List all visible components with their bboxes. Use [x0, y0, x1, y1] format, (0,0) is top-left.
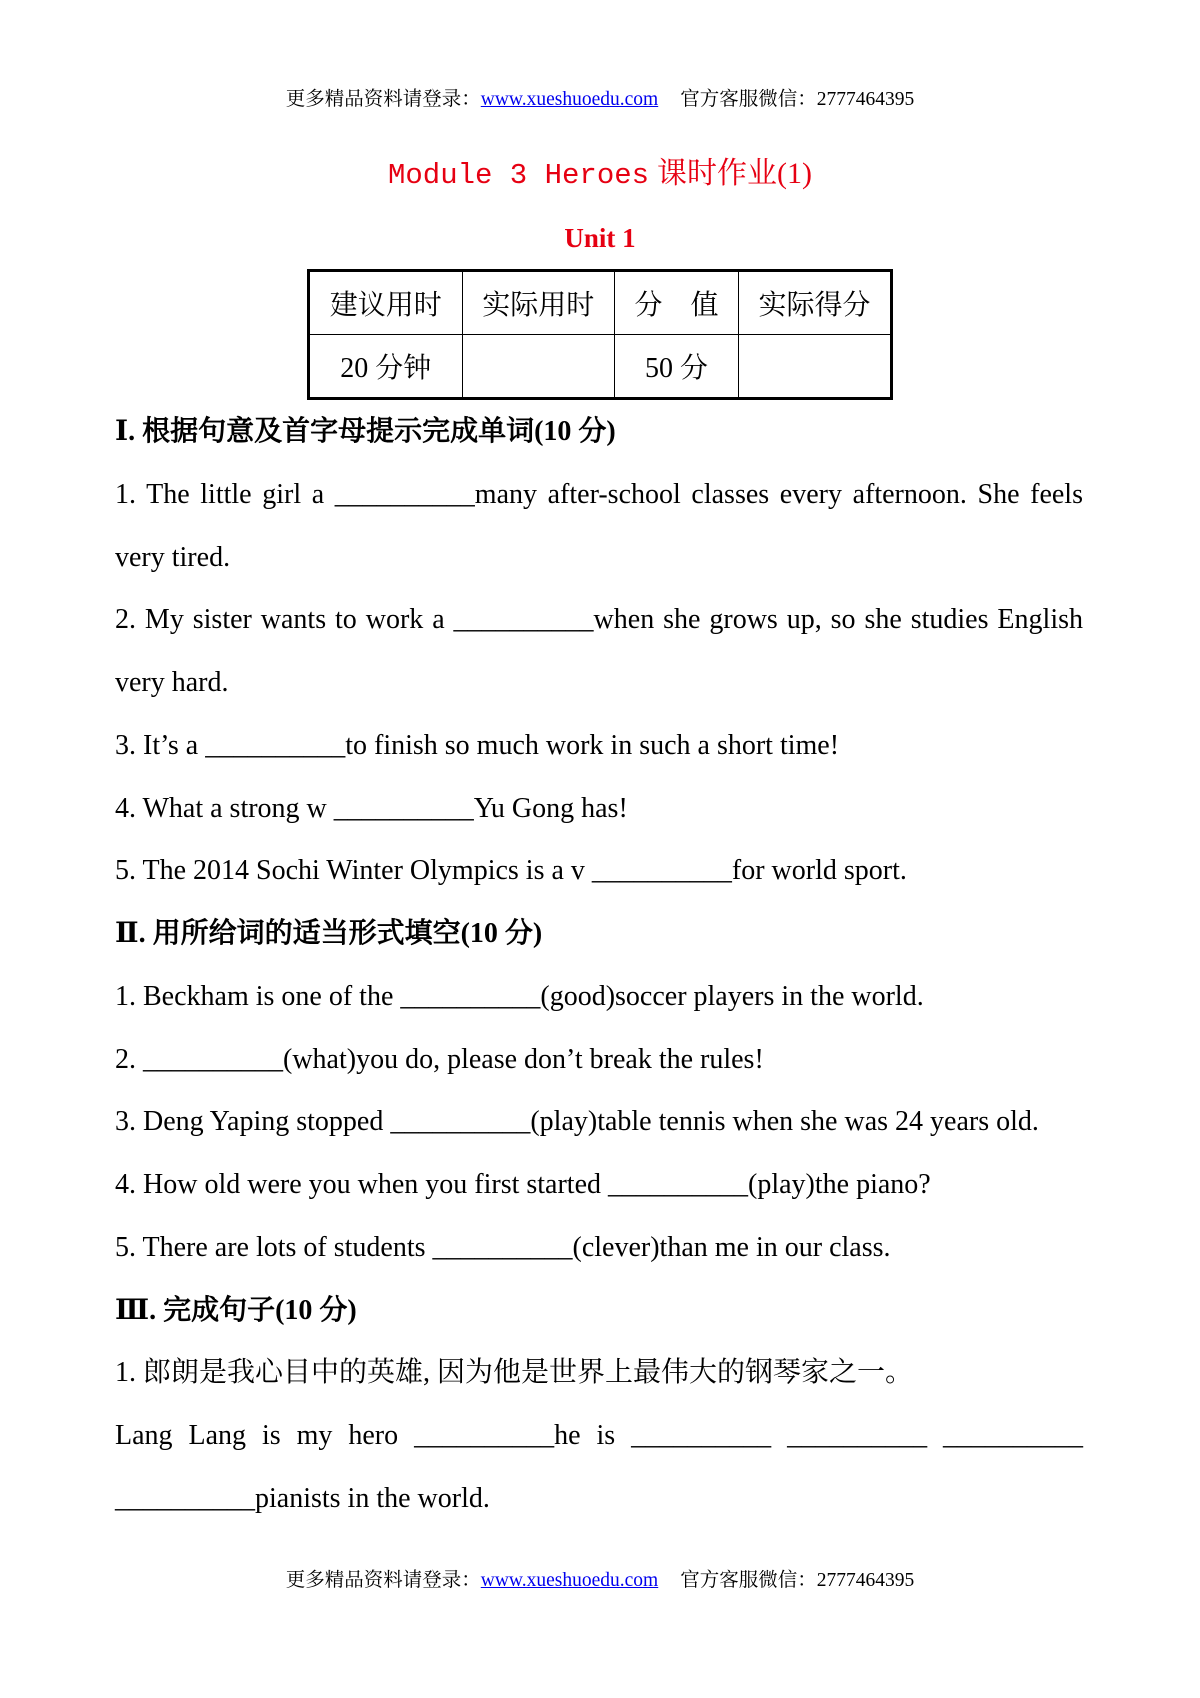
- answer-blank: __________: [453, 604, 594, 636]
- actual-score-cell: [739, 335, 892, 399]
- score-table-value-row: [309, 335, 892, 399]
- page-header: [0, 86, 1200, 113]
- answer-blank: __________: [390, 1106, 531, 1138]
- section-1-question-4: [115, 778, 1083, 841]
- section-1-question-1-continued: very tired.: [115, 541, 231, 573]
- question-text: 4. How old were you when you first started: [115, 1169, 609, 1200]
- header-site-link[interactable]: www.xueshuoedu.com: [480, 89, 659, 110]
- suggested-time-value: 20 分钟: [309, 335, 463, 399]
- question-text: to finish so much work in such a short time!: [345, 729, 840, 761]
- header-wechat-text: 官方客服微信：2777464395: [680, 89, 915, 110]
- answer-blank: __________: [334, 478, 475, 510]
- question-text: 1. The little girl a: [115, 478, 335, 510]
- question-text: when she grows up, so she studies English: [593, 604, 1083, 636]
- question-text: 5. There are lots of students: [115, 1231, 433, 1263]
- answer-blank: __________: [414, 1420, 555, 1451]
- footer-site-link[interactable]: www.xueshuoedu.com: [480, 1570, 659, 1591]
- question-text: (play)table tennis when she was 24 years old.: [530, 1106, 1039, 1138]
- answer-blank: __________: [608, 1169, 749, 1200]
- points-header: 分 值: [615, 271, 739, 335]
- answer-blank: __________: [591, 855, 732, 887]
- question-text: Lang Lang is my hero: [115, 1420, 415, 1451]
- section-2-heading: Ⅱ. 用所给词的适当形式填空(10 分): [115, 918, 543, 949]
- question-text: (what)you do, please don’t break the rules!: [283, 1043, 764, 1075]
- section-3-question-1-english: [115, 1405, 1083, 1468]
- section-2-question-5: [115, 1217, 1083, 1280]
- section-2-question-3: [115, 1091, 1083, 1154]
- question-text: pianists in the world.: [255, 1482, 490, 1514]
- title-module-name: Module 3 Heroes: [387, 159, 650, 192]
- section-3-question-1-chinese: 1. 郎朗是我心目中的英雄, 因为他是世界上最伟大的钢琴家之一。: [115, 1357, 914, 1389]
- score-table: [307, 269, 893, 400]
- answer-blank: __________: [143, 1043, 283, 1075]
- points-value: 50 分: [615, 335, 739, 399]
- answer-blank: __________: [333, 792, 474, 824]
- question-text: 5. The 2014 Sochi Winter Olympics is a v: [115, 855, 592, 887]
- section-2-question-4: [115, 1154, 1083, 1217]
- section-2-question-2: [115, 1029, 1083, 1092]
- section-3-question-1-english-continued: [115, 1468, 1083, 1531]
- question-text: Yu Gong has!: [473, 792, 628, 824]
- footer-login-text: 更多精品资料请登录：: [285, 1570, 481, 1591]
- question-text: for world sport.: [731, 855, 907, 887]
- section-2-question-1: [115, 966, 1083, 1029]
- question-text: 1. Beckham is one of the: [115, 980, 401, 1012]
- answer-blank: __________: [115, 1482, 255, 1514]
- actual-score-header: 实际得分: [739, 271, 892, 335]
- answer-blank: __________: [205, 729, 346, 761]
- section-1-question-5: [115, 840, 1083, 903]
- question-text: 2.: [115, 1043, 143, 1075]
- section-3-heading: Ⅲ. 完成句子(10 分): [115, 1294, 357, 1326]
- answer-blank: __________: [400, 980, 541, 1012]
- answer-blank: __________: [631, 1420, 772, 1451]
- score-table-header-row: [309, 271, 892, 335]
- question-text: 4. What a strong w: [115, 792, 334, 824]
- section-1-heading: Ⅰ. 根据句意及首字母提示完成单词(10 分): [115, 416, 616, 447]
- answer-blank: __________: [432, 1231, 573, 1263]
- question-text: he is: [554, 1420, 632, 1451]
- answer-blank: __________: [787, 1420, 928, 1451]
- worksheet-title: [0, 155, 1200, 198]
- question-text: (good)soccer players in the world.: [540, 980, 924, 1012]
- title-suffix: 课时作业(1): [657, 157, 813, 190]
- question-text: 3. Deng Yaping stopped: [115, 1106, 391, 1138]
- suggested-time-header: 建议用时: [309, 271, 463, 335]
- unit-title: Unit 1: [564, 223, 636, 253]
- section-1-question-2-continued: very hard.: [115, 667, 229, 698]
- question-text: (clever)than me in our class.: [572, 1231, 891, 1263]
- question-text: 2. My sister wants to work a: [115, 604, 454, 636]
- actual-time-header: 实际用时: [462, 271, 615, 335]
- exercise-content: [115, 401, 1083, 1531]
- header-login-text: 更多精品资料请登录：: [285, 89, 481, 110]
- answer-blank: __________: [943, 1420, 1084, 1451]
- section-1-question-2: [115, 589, 1083, 652]
- section-1-question-1: [115, 464, 1083, 527]
- section-1-question-3: [115, 715, 1083, 778]
- page-footer: [0, 1567, 1200, 1594]
- footer-wechat-text: 官方客服微信：2777464395: [680, 1570, 915, 1591]
- question-text: (play)the piano?: [748, 1169, 931, 1200]
- question-text: many after-school classes every afternoon. She feels: [474, 478, 1083, 510]
- question-text: 3. It’s a: [115, 729, 206, 761]
- actual-time-cell: [462, 335, 615, 399]
